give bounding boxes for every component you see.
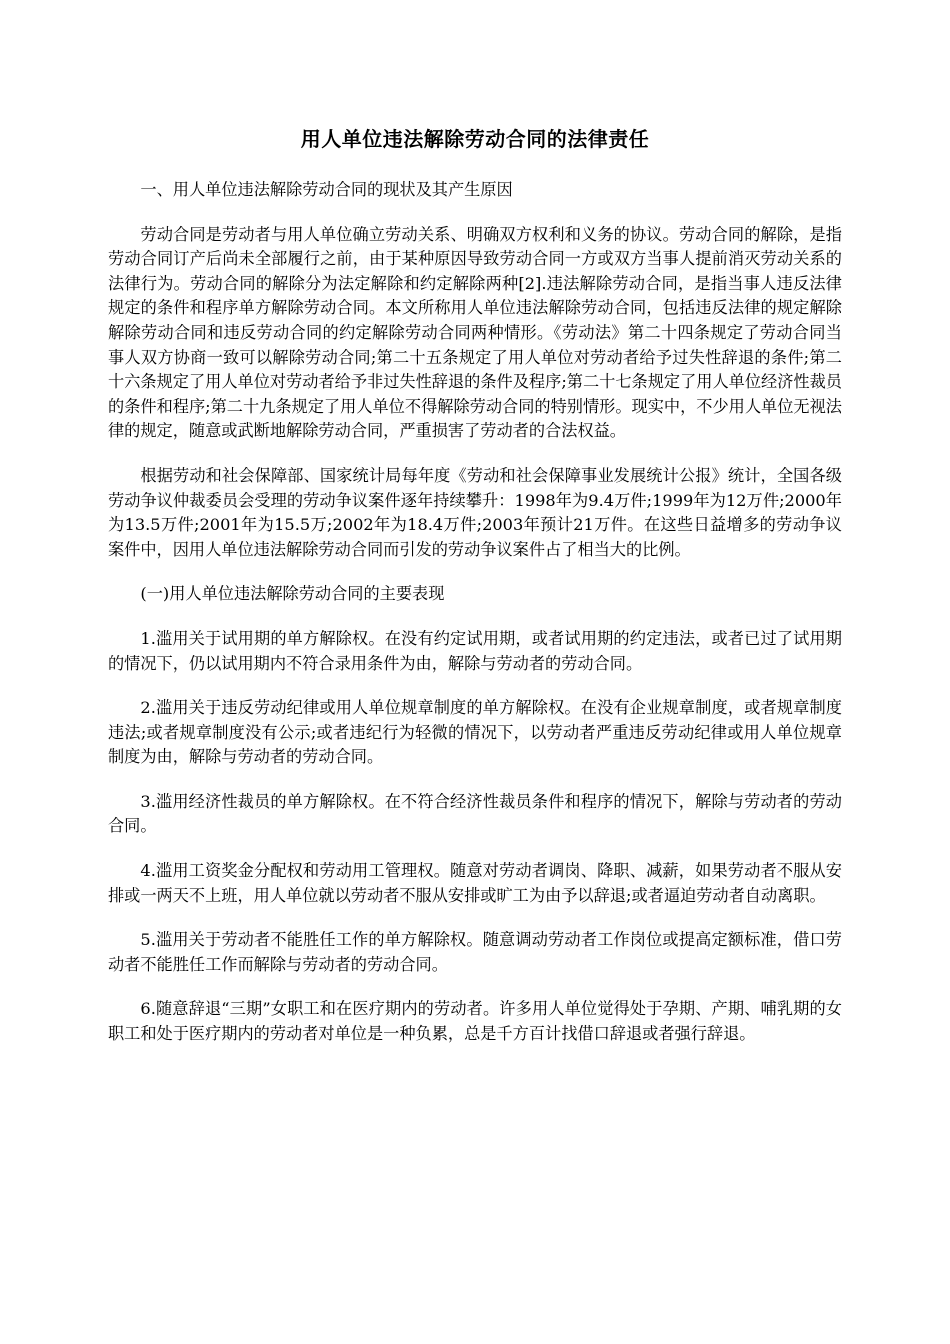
- list-item: 6.随意辞退“三期”女职工和在医疗期内的劳动者。许多用人单位觉得处于孕期、产期、哺乳期的女职工和处于医疗期内的劳动者对单位是一种负累，总是千方百计找借口辞退或者强行辞退。: [108, 999, 842, 1044]
- body-paragraph: 劳动合同是劳动者与用人单位确立劳动关系、明确双方权利和义务的协议。劳动合同的解除，是指劳动合同订产后尚未全部履行之前，由于某种原因导致劳动合同一方或双方当事人提前消灭劳动关系的法律行为。劳动合同的解除分为法定解除和约定解除两种[2].违法解除劳动合同，是指当事人违反法律规定的条件和程序单方解除劳动合同。本文所称用人单位违法解除劳动合同，包括违反法律的规定解除解除劳动合同和违反劳动合同的约定解除劳动合同两种情形。《劳动法》第二十四条规定了劳动合同当事人双方协商一致可以解除劳动合同;第二十五条规定了用人单位对劳动者给予过失性辞退的条件;第二十六条规定了用人单位对劳动者给予非过失性辞退的条件及程序;第二十七条规定了用人单位经济性裁员的条件和程序;第二十九条规定了用人单位不得解除劳动合同的特别情形。现实中，不少用人单位无视法律的规定，随意或武断地解除劳动合同，严重损害了劳动者的合法权益。: [108, 224, 842, 441]
- list-item: 2.滥用关于违反劳动纪律或用人单位规章制度的单方解除权。在没有企业规章制度，或者规章制度违法;或者规章制度没有公示;或者违纪行为轻微的情况下，以劳动者严重违反劳动纪律或用人单位规章制度为由，解除与劳动者的劳动合同。: [108, 698, 842, 767]
- section-heading: 一、用人单位违法解除劳动合同的现状及其产生原因: [140, 180, 513, 199]
- list-item: 4.滥用工资奖金分配权和劳动用工管理权。随意对劳动者调岗、降职、减薪，如果劳动者不服从安排或一两天不上班，用人单位就以劳动者不服从安排或旷工为由予以辞退;或者逼迫劳动者自动离职。: [108, 861, 842, 905]
- list-item: 1.滥用关于试用期的单方解除权。在没有约定试用期，或者试用期的约定违法，或者已过了试用期的情况下，仍以试用期内不符合录用条件为由，解除与劳动者的劳动合同。: [108, 628, 842, 673]
- document-title: 用人单位违法解除劳动合同的法律责任: [300, 127, 650, 151]
- subsection-heading: (一)用人单位违法解除劳动合同的主要表现: [140, 584, 445, 604]
- list-item: 3.滥用经济性裁员的单方解除权。在不符合经济性裁员条件和程序的情况下，解除与劳动者的劳动合同。: [108, 791, 842, 836]
- list-item: 5.滥用关于劳动者不能胜任工作的单方解除权。随意调动劳动者工作岗位或提高定额标准，借口劳动者不能胜任工作而解除与劳动者的劳动合同。: [108, 930, 842, 974]
- body-paragraph: 根据劳动和社会保障部、国家统计局每年度《劳动和社会保障事业发展统计公报》统计，全国各级劳动争议仲裁委员会受理的劳动争议案件逐年持续攀升：1998年为9.4万件;1999年为12万件;2000年为13.5万件;2001年为15.5万;2002年为18.4万件;2003年预计21万件。在这些日益增多的劳动争议案件中，因用人单位违法解除劳动合同而引发的劳动争议案件占了相当大的比例。: [108, 465, 842, 559]
